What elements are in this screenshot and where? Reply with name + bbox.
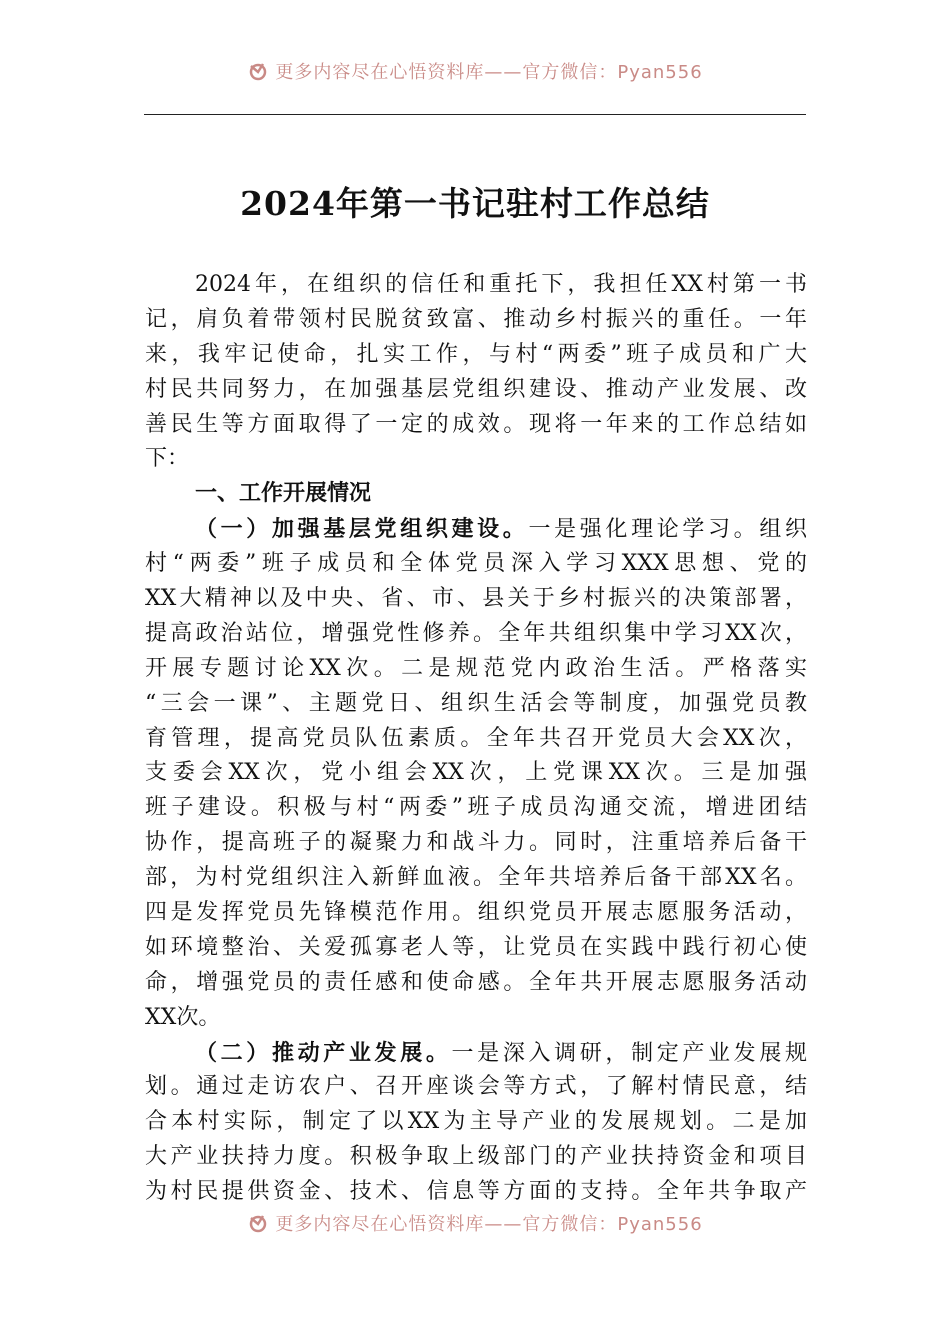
watermark-logo-icon: [247, 60, 269, 82]
paragraph-line: 如环境整治、关爱孤寡老人等，让党员在实践中践行初心使: [145, 934, 807, 960]
paragraph-line: 划。通过走访农户、召开座谈会等方式，了解村情民意，结: [145, 1074, 807, 1100]
subsection-heading: （二）推动产业发展。: [195, 1039, 452, 1066]
paragraph-text: 一是深入调研，制定产业发展规: [451, 1040, 807, 1066]
paragraph-line: 合本村实际，制定了以XX为主导产业的发展规划。二是加: [145, 1109, 807, 1135]
paragraph-line: 村“两委”班子成员和全体党员深入学习XXX思想、党的: [145, 551, 807, 577]
paragraph-line: 村民共同努力，在加强基层党组织建设、推动产业发展、改: [145, 376, 807, 402]
paragraph-line: 育管理，提高党员队伍素质。全年共召开党员大会XX次，: [145, 725, 807, 751]
document-body: [145, 268, 807, 1210]
paragraph-line: 善民生等方面取得了一定的成效。现将一年来的工作总结如: [145, 411, 807, 437]
header-divider: [144, 114, 806, 115]
footer-watermark: [0, 1210, 950, 1236]
paragraph-line: 支委会XX次，党小组会XX次，上党课XX次。三是加强: [145, 760, 807, 786]
paragraph-line: 四是发挥党员先锋模范作用。组织党员开展志愿服务活动，: [145, 900, 807, 926]
header-watermark: [0, 58, 950, 84]
watermark-text: 更多内容尽在心悟资料库——官方微信：Pyan556: [275, 1214, 703, 1235]
paragraph-line: XX次。: [145, 1004, 221, 1030]
subsection-heading: （一）加强基层党组织建设。: [195, 516, 529, 543]
section-heading: 一、工作开展情况: [195, 481, 372, 507]
paragraph-line: “三会一课”、主题党日、组织生活会等制度，加强党员教: [145, 690, 807, 716]
document-title: 2024年第一书记驻村工作总结: [240, 184, 710, 223]
subsection-first-line: [145, 512, 807, 547]
paragraph-line: 协作，提高班子的凝聚力和战斗力。同时，注重培养后备干: [145, 830, 807, 856]
paragraph-line: 2024年，在组织的信任和重托下，我担任XX村第一书: [195, 272, 807, 297]
paragraph-line: 记，肩负着带领村民脱贫致富、推动乡村振兴的重任。一年: [145, 306, 807, 332]
paragraph-line: 班子建设。积极与村“两委”班子成员沟通交流，增进团结: [145, 795, 807, 821]
paragraph-line: 开展专题讨论XX次。二是规范党内政治生活。严格落实: [145, 655, 807, 681]
paragraph-line: 命，增强党员的责任感和使命感。全年共开展志愿服务活动: [145, 969, 807, 995]
paragraph-line: 提高政治站位，增强党性修养。全年共组织集中学习XX次，: [145, 620, 807, 646]
paragraph-line: XX大精神以及中央、省、市、县关于乡村振兴的决策部署，: [145, 586, 807, 612]
subsection-first-line: [145, 1036, 807, 1071]
paragraph-line: 部，为村党组织注入新鲜血液。全年共培养后备干部XX名。: [145, 865, 807, 891]
paragraph-line: 为村民提供资金、技术、信息等方面的支持。全年共争取产: [145, 1179, 807, 1205]
paragraph-line: 下：: [145, 446, 190, 472]
paragraph-text: 一是强化理论学习。组织: [528, 517, 807, 543]
watermark-logo-icon: [247, 1212, 269, 1234]
paragraph-line: 来，我牢记使命，扎实工作，与村“两委”班子成员和广大: [145, 341, 807, 367]
paragraph-line: 大产业扶持力度。积极争取上级部门的产业扶持资金和项目: [145, 1144, 807, 1170]
watermark-text: 更多内容尽在心悟资料库——官方微信：Pyan556: [275, 62, 703, 83]
